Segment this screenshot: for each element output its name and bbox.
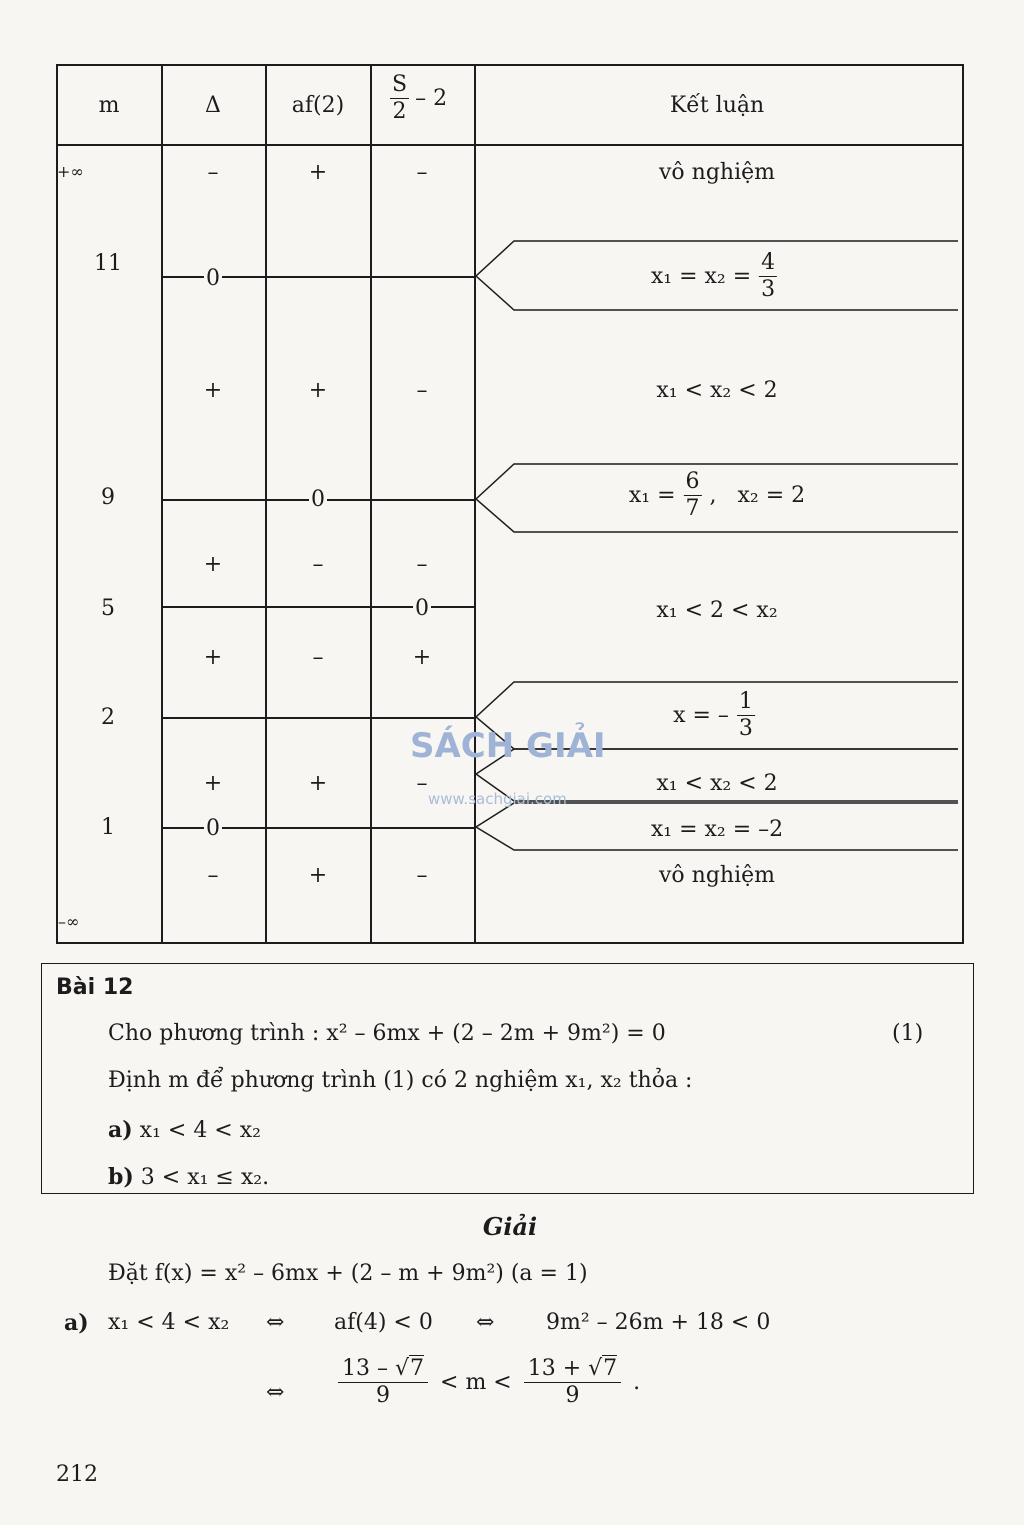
zero-mark: 0 [206, 816, 220, 841]
solution-setup: Đặt f(x) = x² – 6mx + (2 – m + 9m²) (a = 1) [108, 1261, 588, 1286]
conclusion-double-root: x₁ = x₂ = –2 [650, 817, 784, 842]
problem-title: Bài 12 [56, 975, 134, 1000]
sign-cell: + [412, 645, 432, 670]
solution-a-result: $\frac{13 - √7}{9}$ < m < $\frac{13 + √7}{9}$ . [338, 1356, 640, 1409]
iff-symbol: ⇔ [476, 1310, 495, 1335]
solution-a-condition: x₁ < 4 < x₂ [108, 1310, 230, 1335]
problem-part-b: b) 3 < x₁ ≤ x₂. [108, 1164, 270, 1190]
iff-symbol: ⇔ [266, 1380, 285, 1405]
conclusion-both-below-2: x₁ < x₂ < 2 [656, 771, 778, 796]
zero-mark: 0 [206, 266, 220, 291]
m-value: 11 [94, 251, 122, 276]
sign-cell: + [308, 771, 328, 796]
conclusion-2-between: x₁ < 2 < x₂ [656, 598, 778, 623]
m-value: 2 [101, 705, 115, 730]
sign-cell: + [203, 552, 223, 577]
zero-mark: 0 [415, 596, 429, 621]
conclusion-double-root: x₁ = x₂ = $\frac{4}{3}$ [650, 250, 776, 302]
col-divider [265, 64, 267, 942]
header-s-over-2: $\frac{S}{2}$ – 2 [392, 72, 448, 124]
sign-cell: – [312, 552, 324, 577]
m-value: 5 [101, 596, 115, 621]
solution-a-af4: af(4) < 0 [334, 1310, 433, 1335]
conclusion-no-solution: vô nghiệm [658, 863, 776, 888]
sign-cell: – [416, 378, 428, 403]
equation-number: (1) [892, 1021, 924, 1046]
problem-part-a: a) x₁ < 4 < x₂ [108, 1117, 261, 1143]
header-af2: af(2) [291, 93, 345, 118]
problem-equation: Cho phương trình : x² – 6mx + (2 – 2m + 9m²) = 0 [108, 1021, 666, 1046]
header-m: m [98, 93, 120, 118]
sign-cell: + [308, 863, 328, 888]
col-divider [370, 64, 372, 942]
conclusion-linear: x = – $\frac{1}{3}$ [673, 689, 753, 741]
sign-cell: – [207, 160, 219, 185]
watermark-url: www.sachgiai.com [428, 790, 567, 808]
sign-cell: – [416, 771, 428, 796]
m-value: +∞ [57, 162, 84, 181]
solution-heading: Giải [482, 1212, 538, 1241]
sign-cell: + [203, 771, 223, 796]
sign-cell: – [312, 645, 324, 670]
problem-requirement: Định m để phương trình (1) có 2 nghiệm x₁, x₂ thỏa : [108, 1068, 693, 1093]
conclusion-no-solution: vô nghiệm [658, 160, 776, 185]
col-divider [161, 64, 163, 942]
sign-cell: – [207, 863, 219, 888]
m-value: 1 [101, 815, 115, 840]
solution-a-inequality: 9m² – 26m + 18 < 0 [546, 1310, 771, 1335]
conclusion-both-below-2: x₁ < x₂ < 2 [656, 378, 778, 403]
sign-cell: + [308, 378, 328, 403]
sign-cell: + [203, 645, 223, 670]
page-number: 212 [56, 1462, 98, 1487]
iff-symbol: ⇔ [266, 1310, 285, 1335]
sign-cell: – [416, 552, 428, 577]
sign-cell: – [416, 863, 428, 888]
header-divider [56, 144, 962, 146]
row-line-2 [162, 717, 474, 719]
zero-mark: 0 [311, 487, 325, 512]
sign-cell: – [416, 160, 428, 185]
solution-part-a-label: a) [64, 1310, 89, 1336]
header-conclusion: Kết luận [669, 93, 765, 118]
conclusion-root-2: x₁ = $\frac{6}{7}$ , x₂ = 2 [628, 469, 806, 521]
m-value: 9 [101, 485, 115, 510]
m-value: –∞ [58, 912, 80, 931]
sign-cell: + [308, 160, 328, 185]
watermark-logo: SÁCH GIẢI [410, 726, 606, 766]
sign-cell: + [203, 378, 223, 403]
header-delta: Δ [205, 93, 221, 118]
